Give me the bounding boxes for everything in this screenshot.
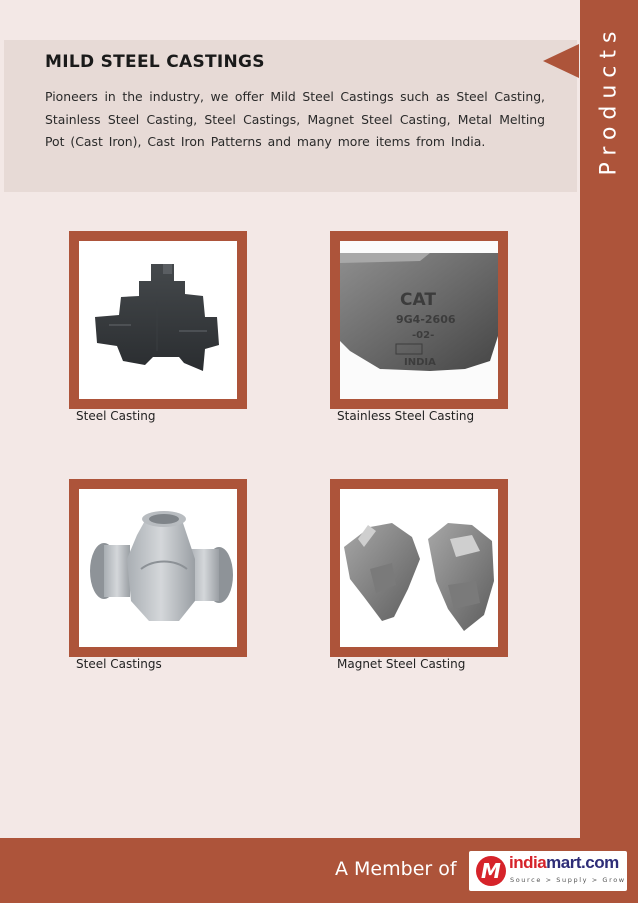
stainless-casting-illustration [340, 241, 498, 399]
stamp-line-4: INDIA [404, 357, 436, 368]
wordmark-india: india [509, 853, 547, 872]
intro-text: Pioneers in the industry, we offer Mild Steel Castings such as Steel Casting, Stainless Steel Casting, Steel Castings, Magnet Steel Casting, Metal Melting Pot (Cast Iron), Cast Iron Patterns and many more items from India. [45, 89, 545, 149]
magnet-casting-illustration [340, 489, 498, 647]
footer-bar [0, 838, 638, 903]
stamp-line-2: 9G4-2606 [396, 313, 456, 326]
product-photo[interactable] [340, 241, 498, 399]
product-photo[interactable] [79, 489, 237, 647]
member-of-text: A Member of [335, 858, 457, 880]
valve-casting-illustration [79, 489, 237, 647]
wordmark-mart: mart.com [546, 853, 619, 872]
product-caption: Magnet Steel Casting [337, 657, 466, 671]
product-photo[interactable] [79, 241, 237, 399]
indiamart-mark-icon: M [476, 856, 506, 886]
section-title: MILD STEEL CASTINGS [45, 52, 265, 72]
indiamart-logo-badge[interactable] [469, 851, 627, 891]
product-caption: Stainless Steel Casting [337, 409, 475, 423]
steel-casting-illustration [79, 241, 237, 399]
indiamart-tagline: Source > Supply > Grow [510, 876, 626, 884]
product-photo[interactable] [340, 489, 498, 647]
stamp-line-3: -02- [412, 330, 435, 341]
stamp-line-1: CAT [400, 290, 436, 310]
pointer-arrow-icon [543, 44, 579, 78]
product-caption: Steel Casting [76, 409, 156, 423]
sidebar-label: Products [596, 24, 622, 176]
product-caption: Steel Castings [76, 657, 162, 671]
indiamart-wordmark [509, 853, 619, 873]
